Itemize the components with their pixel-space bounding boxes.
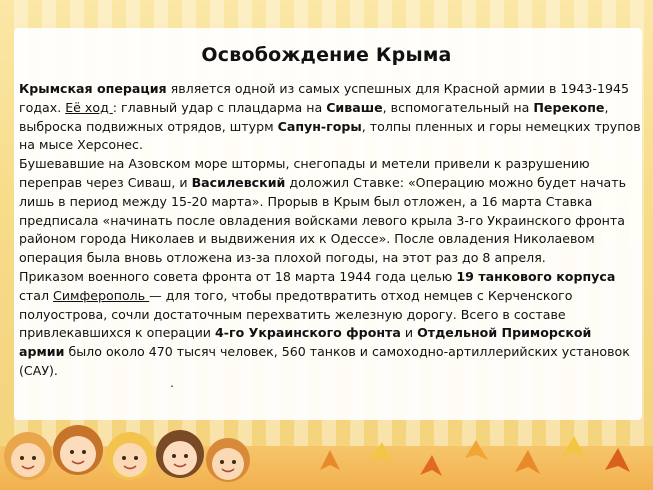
underlined-text: Её ход [65,99,113,115]
bold-text: 4-го Украинского фронта [215,325,401,341]
text: доложил Ставке: «Операцию можно будет начать лишь в период между 15-20 марта». Прорыв в Крым был отложен, а 16 марта Ставка предписала «начинать после овладения войсками левого крыла 3-го Украинского фронта районом города Николаев и выдвижения их к Одессе». После овладения Николаевом операция была вновь отложена из-за плохой погоды, на этот раз до 8 апреля. [19,174,627,266]
leaf-icon [320,436,630,476]
autumn-leaves-decoration [300,420,653,490]
text: Бушевавшие на Азовском море штормы, снегопады и метели привели к разрушению переправ через Сиваш, и [19,156,590,190]
bold-text: Сапун-горы [277,118,362,134]
stray-dot: . [170,374,174,390]
child-1 [4,432,52,480]
paragraph-2 [19,155,641,268]
text: было около 470 тысяч человек, 560 танков и самоходно-артиллерийских установок (САУ). [19,344,630,378]
bold-text: Крымская операция [19,81,167,96]
slide-title: Освобождение Крыма [201,44,452,66]
bold-text: Василевский [191,174,286,190]
bold-text: Отдельной Приморской армии [19,325,592,360]
text: является одной из самых успешных для Красной армии в 1943-1945 годах. [19,81,630,115]
text: : главный удар с плацдарма на [112,99,327,115]
child-4 [156,430,204,478]
child-3 [106,432,154,480]
text: , толпы пленных и горы немецких трупов на мысе Херсонес. [19,118,641,153]
paragraph-1 [19,80,641,155]
children-illustration [0,396,300,490]
text: стал [19,287,54,303]
text: , вспомогательный на [382,99,534,115]
underlined-text: Симферополь [53,287,150,303]
bold-text: Перекопе [533,99,605,115]
child-5 [206,438,250,482]
text: — для того, чтобы предотвратить отход немцев с Керченского полуострова, сочли достаточным перехватить железную дорогу. Всего в составе привлекавшихся к операции [19,287,573,341]
child-2 [53,425,103,475]
paragraph-3 [19,268,641,381]
bold-text: 19 танкового корпуса [456,268,616,284]
slide-body [19,80,641,381]
text: , выброска подвижных отрядов, штурм [19,99,609,134]
bold-text: Сиваше [326,99,383,115]
text: Приказом военного совета фронта от 18 марта 1944 года целью [19,268,457,284]
text: и [400,325,418,341]
